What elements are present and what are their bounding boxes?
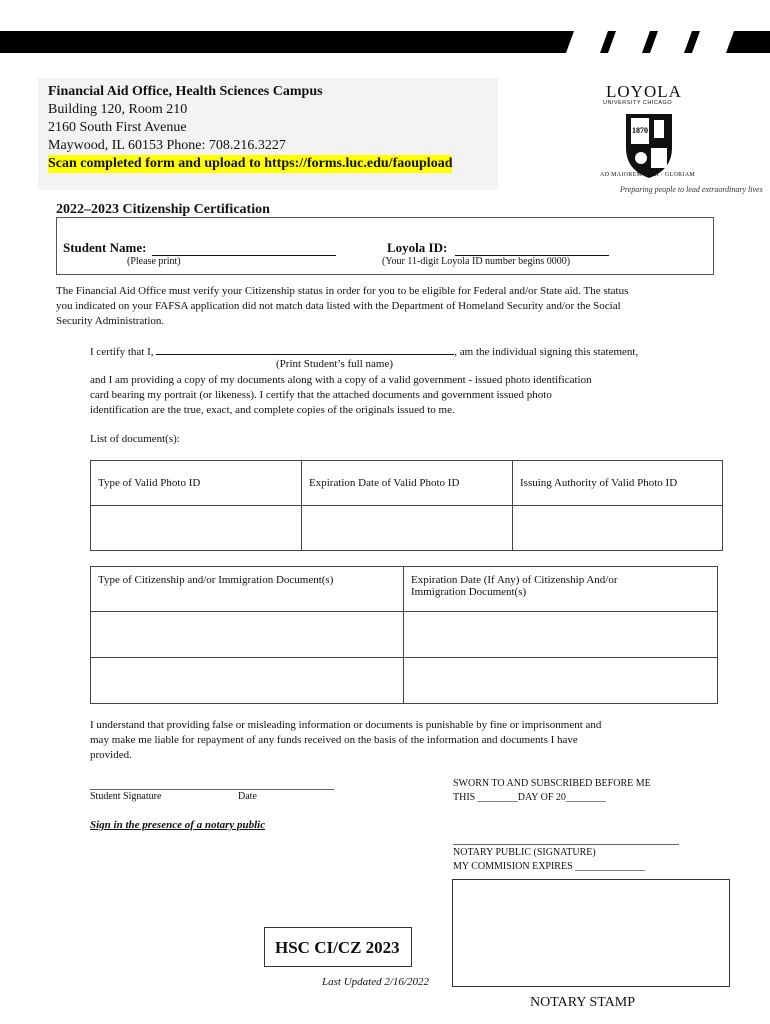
logo-motto: AD MAIOREM · DEI · GLORIAM [600, 172, 695, 178]
certify-text-line: identification are the true, exact, and complete copies of the originals issued to me. [90, 404, 455, 416]
list-label: List of document(s): [90, 433, 180, 445]
notary-instruction: Sign in the presence of a notary public [90, 819, 266, 831]
loyola-id-field[interactable] [455, 240, 609, 256]
doc-type-cell[interactable] [91, 612, 404, 658]
logo-subtitle: UNIVERSITY CHICAGO [603, 100, 673, 106]
print-name-hint: (Print Student’s full name) [276, 358, 394, 370]
sworn-line: SWORN TO AND SUBSCRIBED BEFORE ME [453, 778, 651, 789]
table-header-line: Immigration Document(s) [411, 586, 527, 598]
warning-line: may make me liable for repayment of any funds received on the basis of the information and documents I have [90, 734, 578, 746]
warning-line: I understand that providing false or misleading information or documents is punishable by fine or imprisonment and [90, 719, 602, 731]
intro-line: Security Administration. [56, 315, 165, 327]
logo-name: LOYOLA [606, 82, 682, 101]
intro-line: you indicated on your FAFSA application did not match data listed with the Department of Homeland Security and/or the Social [56, 300, 621, 312]
student-info-box [56, 217, 714, 275]
date-label: Date [238, 791, 257, 802]
table-header: Expiration Date of Valid Photo ID [302, 461, 513, 506]
table-header: Type of Citizenship and/or Immigration Document(s) [91, 567, 404, 612]
student-signature-line[interactable] [90, 789, 334, 790]
table-header-row [91, 461, 723, 506]
table-row [91, 658, 718, 704]
intro-line: The Financial Aid Office must verify your Citizenship status in order for you to be eligible for Federal and/or State aid. The status [56, 285, 629, 297]
seal-icon [598, 108, 700, 182]
office-building: Building 120, Room 210 [48, 102, 188, 117]
warning-paragraph [90, 718, 601, 763]
office-city-phone: Maywood, IL 60153 Phone: 708.216.3227 [48, 138, 286, 153]
office-name: Financial Aid Office, Health Sciences Campus [48, 84, 323, 99]
sworn-date-line: THIS ________DAY OF 20________ [453, 792, 606, 803]
certify-paragraph [90, 373, 592, 418]
photo-id-type-cell[interactable] [91, 506, 302, 551]
office-address-block [38, 78, 498, 190]
table-header-line: Expiration Date (If Any) of Citizenship And/or [411, 574, 618, 586]
loyola-id-hint: (Your 11-digit Loyola ID number begins 0000) [382, 256, 571, 267]
loyola-id-label: Loyola ID: [387, 240, 448, 255]
notary-signature-label: NOTARY PUBLIC (SIGNATURE) [453, 847, 596, 858]
table-row [91, 612, 718, 658]
full-name-field[interactable] [156, 343, 454, 355]
citizenship-doc-table [90, 566, 718, 704]
photo-id-expiration-cell[interactable] [302, 506, 513, 551]
upload-notice: Scan completed form and upload to https://forms.luc.edu/faoupload [48, 156, 453, 171]
photo-id-table [90, 460, 723, 551]
table-row [91, 506, 723, 551]
certify-text-line: card bearing my portrait (or likeness). I certify that the attached documents and government issued photo [90, 389, 552, 401]
header-bar [0, 31, 770, 53]
logo-year: 1870 [632, 126, 648, 135]
intro-paragraph [56, 284, 628, 329]
notary-stamp-label: NOTARY STAMP [530, 995, 635, 1010]
form-code: HSC CI/CZ 2023 [264, 927, 412, 967]
logo-tagline: Preparing people to lead extraordinary lives [620, 185, 763, 194]
doc-expiration-cell[interactable] [404, 658, 718, 704]
office-street: 2160 South First Avenue [48, 120, 187, 135]
certify-suffix: , am the individual signing this statement, [454, 346, 639, 358]
notary-signature-line[interactable] [453, 844, 679, 845]
table-header: Issuing Authority of Valid Photo ID [513, 461, 723, 506]
loyola-logo [598, 82, 700, 182]
commission-expires: MY COMMISION EXPIRES ______________ [453, 861, 646, 872]
student-name-label: Student Name: [63, 240, 147, 255]
warning-line: provided. [90, 749, 132, 761]
page-title: 2022–2023 Citizenship Certification [56, 202, 270, 217]
table-header-row [91, 567, 718, 612]
table-header [404, 567, 718, 612]
certify-prefix: I certify that I, [90, 346, 154, 358]
certify-text-line: and I am providing a copy of my documents along with a copy of a valid government - issued photo identification [90, 374, 592, 386]
notary-stamp-box [452, 879, 730, 987]
table-header: Type of Valid Photo ID [91, 461, 302, 506]
last-updated: Last Updated 2/16/2022 [322, 976, 429, 988]
student-signature-label: Student Signature [90, 791, 162, 802]
student-name-field[interactable] [152, 240, 336, 256]
student-name-hint: (Please print) [127, 256, 181, 267]
doc-type-cell[interactable] [91, 658, 404, 704]
photo-id-authority-cell[interactable] [513, 506, 723, 551]
doc-expiration-cell[interactable] [404, 612, 718, 658]
